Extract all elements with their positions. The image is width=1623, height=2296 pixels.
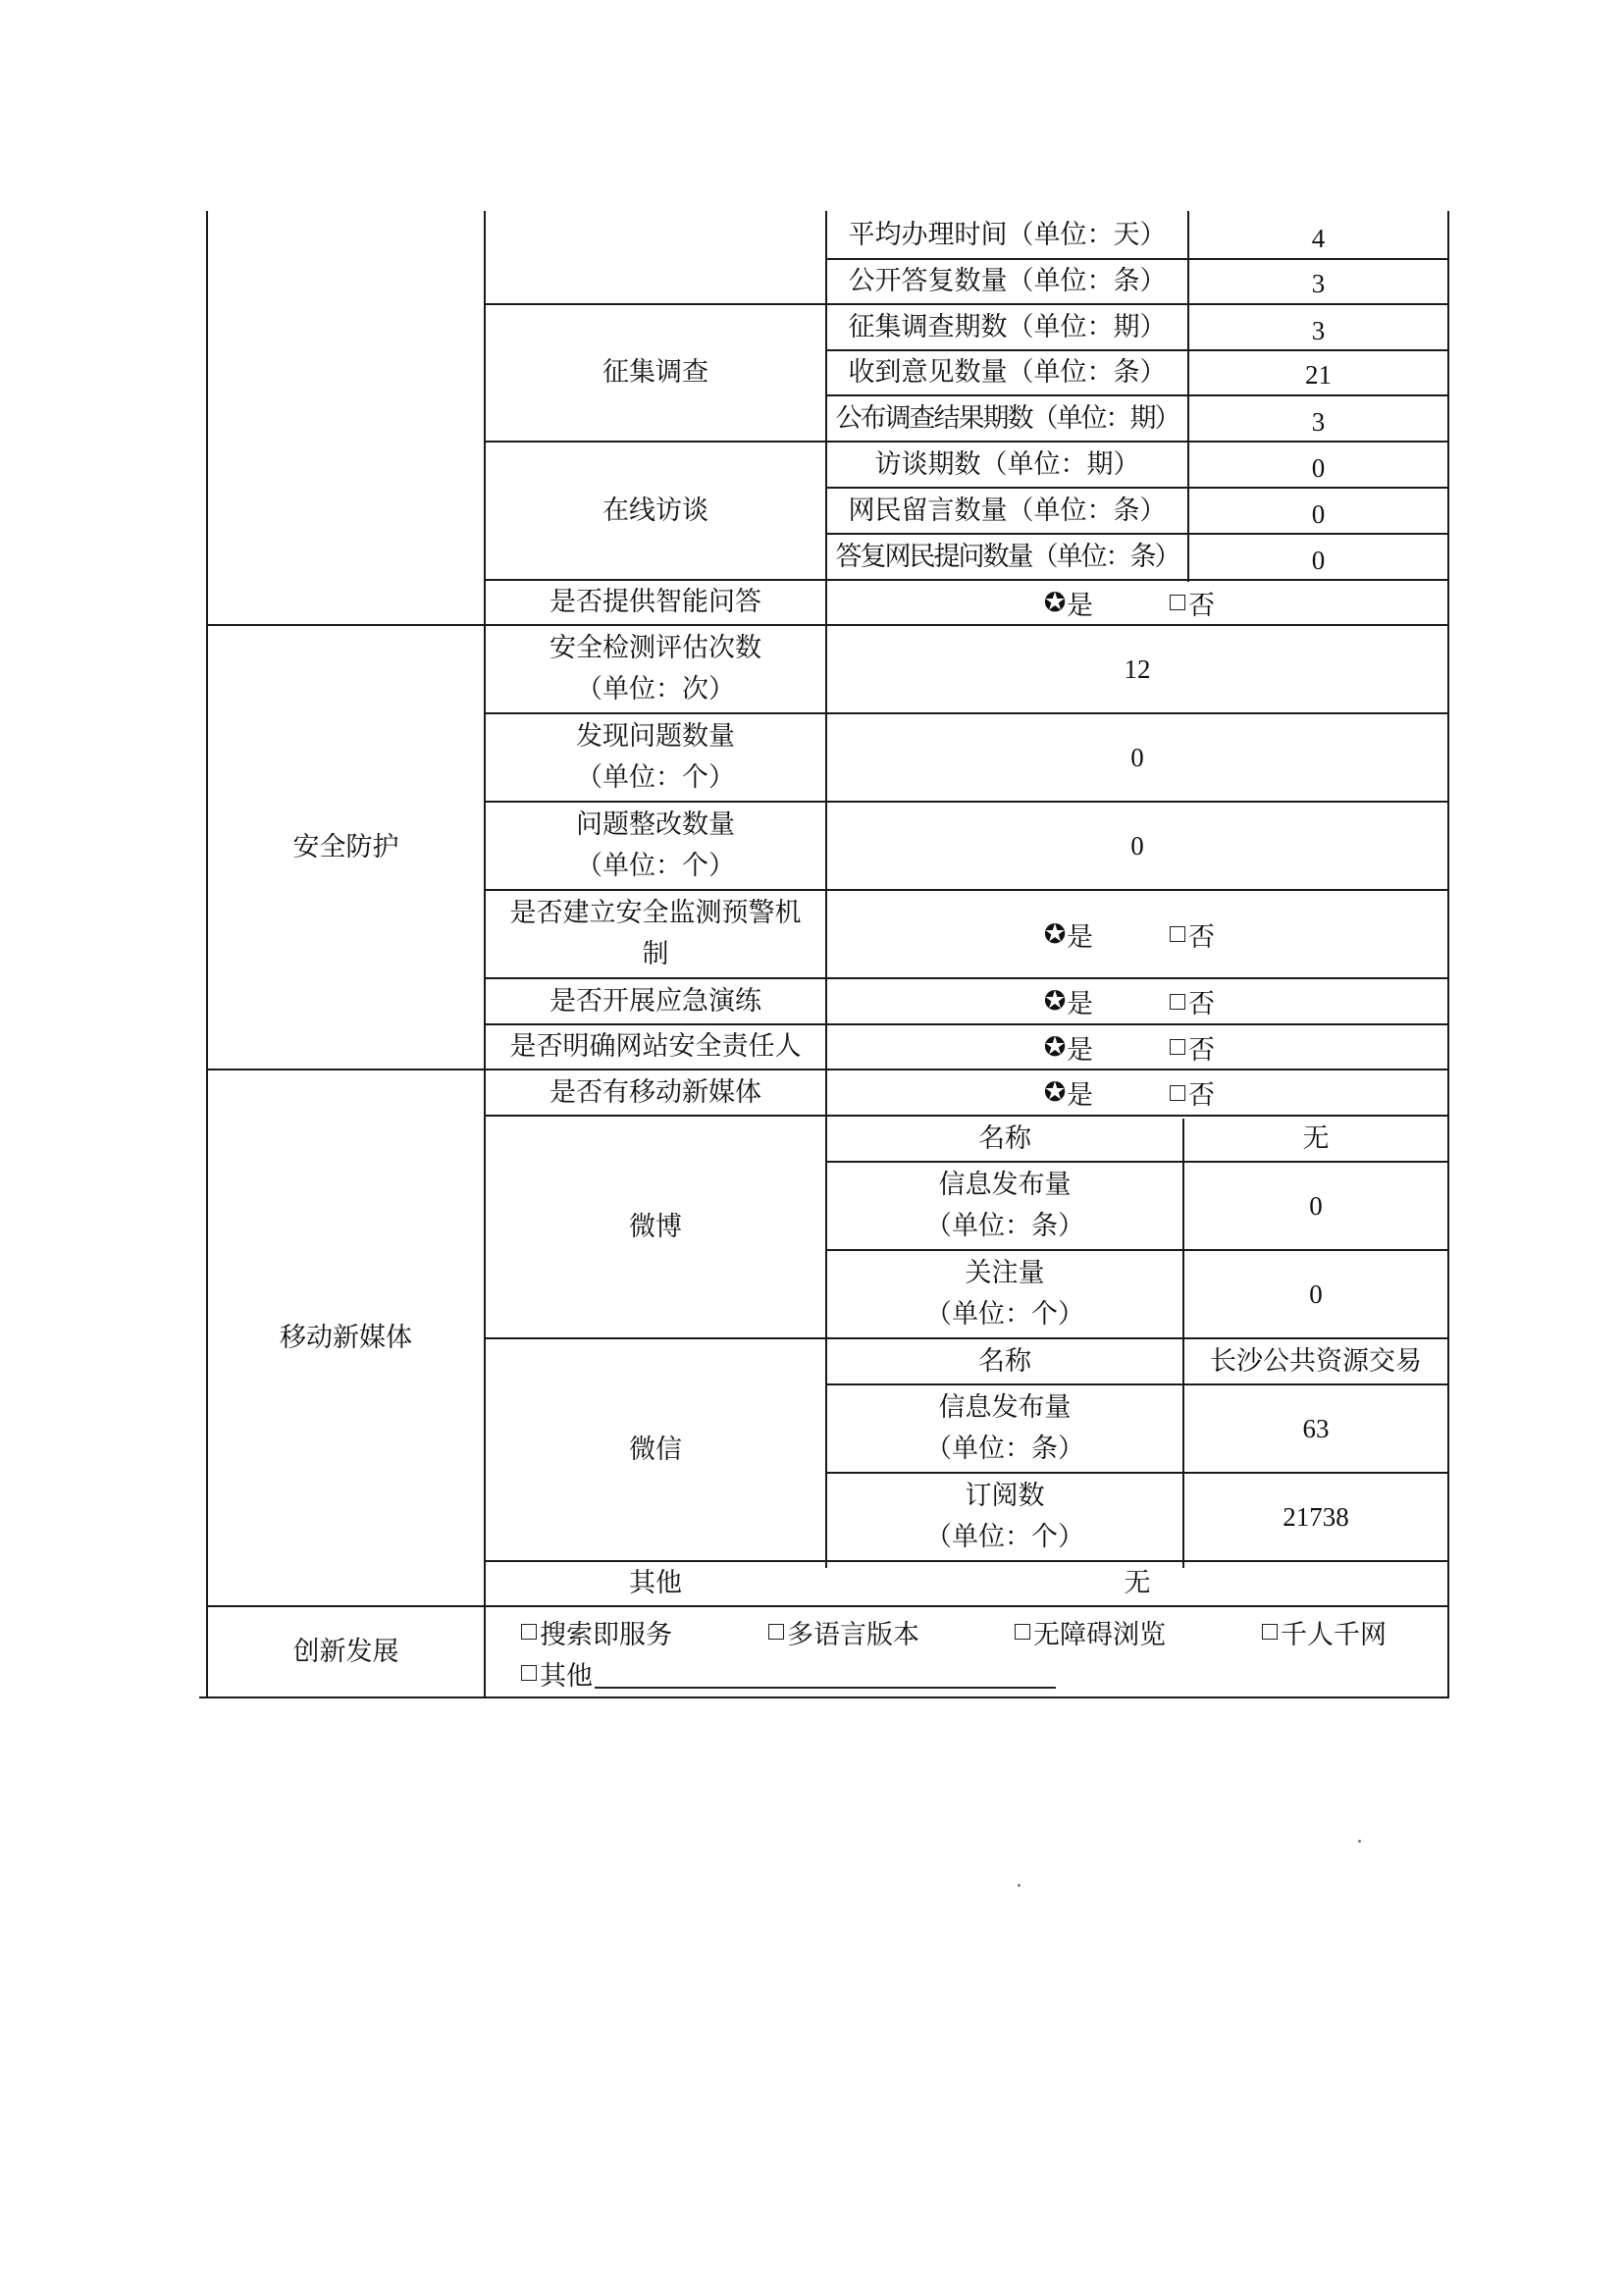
option-yes <box>1043 982 1093 1020</box>
security-row-value: 0 <box>1130 743 1144 772</box>
weibo-posts-unit: （单位：条） <box>925 1211 1084 1241</box>
option-yes-label: 是 <box>1067 921 1093 953</box>
checkbox-icon <box>1262 1624 1278 1640</box>
public-reply-label: 公开答复数量（单位：条） <box>848 266 1167 296</box>
security-row-label <box>486 714 825 801</box>
interview-row-value: 0 <box>1311 545 1326 575</box>
interview-label: 在线访谈 <box>602 495 708 526</box>
option-yes-label: 是 <box>1067 1080 1093 1111</box>
survey-row-label: 收到意见数量（单位：条） <box>848 357 1167 388</box>
option-no <box>1170 1028 1215 1067</box>
drill-label: 是否开展应急演练 <box>550 985 761 1017</box>
scan-speck <box>1358 1840 1361 1843</box>
security-row-label <box>486 803 825 889</box>
checkbox-icon <box>1170 926 1185 942</box>
responsible-person-options <box>1043 1025 1215 1069</box>
security-row-value: 12 <box>1124 654 1151 684</box>
survey-row-value: 3 <box>1311 406 1326 437</box>
security-label: 安全防护 <box>292 831 399 862</box>
innovation-option <box>1015 1614 1166 1649</box>
weibo-name-value: 无 <box>1302 1122 1330 1154</box>
innovation-option <box>521 1614 672 1649</box>
media-other-value: 无 <box>1124 1568 1151 1598</box>
wechat-posts-name: 信息发布量 <box>938 1392 1072 1423</box>
security-row-unit: （单位：个） <box>576 851 735 881</box>
interview-row-label: 访谈期数（单位：期） <box>874 448 1140 480</box>
option-yes <box>1043 1073 1093 1112</box>
has-media-options <box>1043 1070 1215 1115</box>
public-reply-value: 3 <box>1311 269 1326 298</box>
circle-mark-icon: ✪ <box>1043 918 1067 950</box>
weibo-posts-value: 0 <box>1309 1191 1323 1221</box>
wechat-posts-label <box>827 1385 1182 1472</box>
smart-qa-label: 是否提供智能问答 <box>550 587 761 617</box>
innovation-other-label: 其他 <box>540 1660 593 1692</box>
interview-row-label: 答复网民提问数量（单位：条） <box>835 541 1179 572</box>
wechat-subscribers-unit: （单位：个） <box>925 1522 1084 1552</box>
avg-time-value: 4 <box>1311 224 1326 253</box>
option-no-label: 否 <box>1188 590 1215 621</box>
warning-mechanism-label <box>486 891 825 977</box>
weibo-label: 微博 <box>629 1211 682 1242</box>
has-media-label: 是否有移动新媒体 <box>550 1076 761 1108</box>
weibo-posts-label <box>827 1163 1182 1249</box>
wechat-subscribers-name: 订阅数 <box>965 1481 1045 1511</box>
security-row-value: 0 <box>1130 831 1144 861</box>
drill-options <box>1043 979 1215 1023</box>
smart-qa-options <box>1043 581 1215 624</box>
security-row-name: 安全检测评估次数 <box>550 633 761 663</box>
option-yes <box>1043 1028 1093 1067</box>
checkbox-icon <box>1015 1624 1030 1640</box>
weibo-name-label: 名称 <box>978 1122 1031 1154</box>
checkbox-icon <box>521 1624 537 1640</box>
option-yes <box>1043 584 1093 622</box>
option-yes-label: 是 <box>1067 590 1093 621</box>
border-bottom <box>199 1696 1449 1698</box>
innovation-label: 创新发展 <box>292 1636 399 1667</box>
checkbox-icon <box>1170 994 1185 1010</box>
security-row-name: 发现问题数量 <box>576 721 735 752</box>
security-row-name: 问题整改数量 <box>576 809 735 840</box>
interview-row-label: 网民留言数量（单位：条） <box>848 495 1167 526</box>
wechat-label: 微信 <box>629 1434 682 1465</box>
survey-row-value: 21 <box>1305 360 1332 390</box>
wechat-posts-unit: （单位：条） <box>925 1434 1084 1464</box>
innovation-option <box>1262 1614 1387 1649</box>
option-no-label: 否 <box>1188 989 1215 1019</box>
weibo-posts-name: 信息发布量 <box>938 1170 1072 1200</box>
circle-mark-icon: ✪ <box>1043 986 1067 1017</box>
wechat-name-value: 长沙公共资源交易 <box>1210 1345 1422 1377</box>
survey-row-label: 征集调查期数（单位：期） <box>848 311 1167 342</box>
option-no-label: 否 <box>1188 1034 1215 1066</box>
scan-speck <box>1018 1884 1021 1887</box>
media-other-label: 其他 <box>629 1568 682 1598</box>
innovation-option-label: 多语言版本 <box>787 1619 919 1650</box>
fill-in-line <box>595 1657 1056 1689</box>
responsible-person-label: 是否明确网站安全责任人 <box>509 1031 802 1062</box>
option-no <box>1170 982 1215 1020</box>
option-no-label: 否 <box>1188 921 1215 953</box>
circle-mark-icon: ✪ <box>1043 1077 1067 1108</box>
interview-row-value: 0 <box>1311 452 1326 483</box>
warning-mechanism-options <box>1043 891 1215 977</box>
wechat-subscribers-label <box>827 1474 1182 1560</box>
option-yes-label: 是 <box>1067 989 1093 1019</box>
warning-label-line2: 制 <box>642 939 669 969</box>
weibo-followers-unit: （单位：个） <box>925 1299 1084 1330</box>
innovation-option-label: 搜索即服务 <box>540 1619 672 1650</box>
security-row-unit: （单位：个） <box>576 762 735 793</box>
checkbox-icon <box>1170 595 1185 610</box>
circle-mark-icon: ✪ <box>1043 1031 1067 1063</box>
border-right <box>1447 211 1449 1698</box>
innovation-other <box>521 1655 1056 1691</box>
weibo-followers-name: 关注量 <box>965 1258 1045 1288</box>
option-yes-label: 是 <box>1067 1034 1093 1066</box>
checkbox-icon <box>768 1624 784 1640</box>
wechat-name-label: 名称 <box>978 1345 1031 1377</box>
survey-row-value: 3 <box>1311 315 1326 345</box>
weibo-followers-label <box>827 1251 1182 1337</box>
warning-label-line1: 是否建立安全监测预警机 <box>509 898 802 928</box>
innovation-option <box>768 1614 919 1649</box>
option-no <box>1170 1073 1215 1112</box>
innovation-option-label: 无障碍浏览 <box>1033 1619 1166 1650</box>
option-no <box>1170 584 1215 622</box>
option-no <box>1170 915 1215 954</box>
security-row-unit: （单位：次） <box>576 674 735 704</box>
innovation-option-label: 千人千网 <box>1281 1619 1387 1650</box>
checkbox-icon <box>1170 1039 1185 1055</box>
option-yes <box>1043 915 1093 954</box>
avg-time-label: 平均办理时间（单位：天） <box>848 220 1167 250</box>
wechat-posts-value: 63 <box>1302 1414 1330 1443</box>
circle-mark-icon: ✪ <box>1043 587 1067 618</box>
security-row-label <box>486 626 825 712</box>
option-no-label: 否 <box>1188 1080 1215 1111</box>
survey-row-label: 公布调查结果期数（单位：期） <box>835 402 1179 434</box>
survey-label: 征集调查 <box>602 357 708 388</box>
interview-row-value: 0 <box>1311 498 1326 529</box>
checkbox-icon <box>521 1665 537 1681</box>
checkbox-icon <box>1170 1085 1185 1101</box>
media-label: 移动新媒体 <box>280 1322 412 1353</box>
weibo-followers-value: 0 <box>1309 1279 1323 1309</box>
wechat-subscribers-value: 21738 <box>1283 1502 1349 1532</box>
